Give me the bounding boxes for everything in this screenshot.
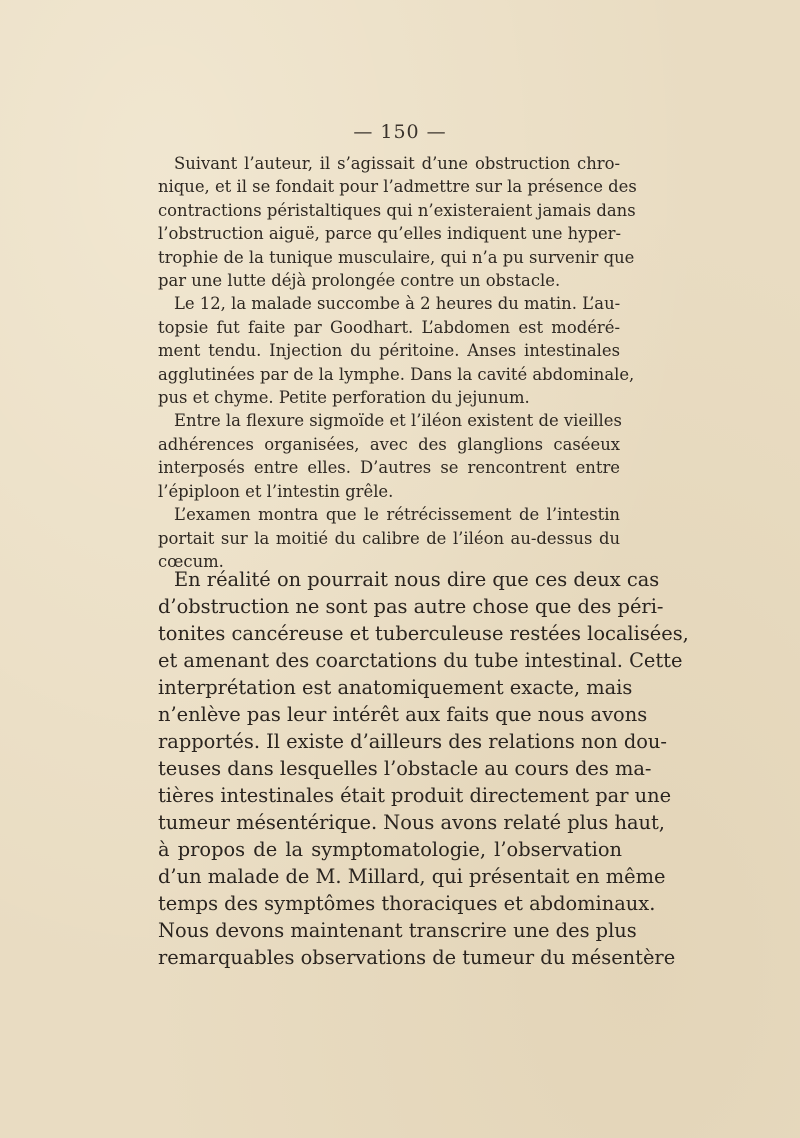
main-text bbox=[158, 566, 689, 971]
text-line: d’un malade de M. Millard, qui présentait en même bbox=[158, 865, 666, 888]
paragraph bbox=[158, 503, 620, 573]
text-line: En réalité on pourrait nous dire que ces deux cas bbox=[174, 568, 660, 591]
text-line: contractions péristaltiques qui n’existeraient jamais dans bbox=[158, 200, 636, 220]
text-line: l’épiploon et l’intestin grêle. bbox=[158, 481, 394, 501]
text-line: Nous devons maintenant transcrire une des plus bbox=[158, 919, 637, 942]
text-line: tonites cancéreuse et tuberculeuse restées localisées, bbox=[158, 622, 689, 645]
text-line: par une lutte déjà prolongée contre un obstacle. bbox=[158, 271, 561, 291]
text-line: agglutinées par de la lymphe. Dans la cavité abdominale, bbox=[158, 364, 635, 384]
text-line: adhérences organisées, avec des glanglions caséeux bbox=[158, 434, 620, 454]
text-line: n’enlève pas leur intérêt aux faits que nous avons bbox=[158, 703, 648, 726]
text-line: cœcum. bbox=[158, 551, 224, 571]
text-line: trophie de la tunique musculaire, qui n’a pu survenir que bbox=[158, 247, 635, 267]
paragraph bbox=[158, 152, 637, 292]
text-line: temps des symptômes thoraciques et abdominaux. bbox=[158, 892, 656, 915]
text-line: tières intestinales était produit directement par une bbox=[158, 784, 672, 807]
page-number: — 150 — bbox=[353, 121, 447, 143]
text-line: à propos de la symptomatologie, l’observation bbox=[158, 838, 622, 861]
text-line: remarquables observations de tumeur du mésentère bbox=[158, 946, 676, 969]
text-line: portait sur la moitié du calibre de l’iléon au-dessus du bbox=[158, 528, 620, 548]
text-line: interposés entre elles. D’autres se rencontrent entre bbox=[158, 458, 620, 478]
text-line: ment tendu. Injection du péritoine. Anses intestinales bbox=[158, 341, 620, 361]
text-line: Entre la flexure sigmoïde et l’iléon existent de vieilles bbox=[174, 411, 622, 431]
text-line: Suivant l’auteur, il s’agissait d’une obstruction chro- bbox=[174, 154, 620, 173]
text-line: et amenant des coarctations du tube intestinal. Cette bbox=[158, 649, 683, 672]
text-line: L’examen montra que le rétrécissement de l’intestin bbox=[174, 505, 620, 525]
case-report-text bbox=[158, 152, 637, 573]
text-line: Le 12, la malade succombe à 2 heures du matin. L’au- bbox=[174, 294, 621, 314]
text-line: teuses dans lesquelles l’obstacle au cours des ma- bbox=[158, 757, 652, 780]
text-line: rapportés. Il existe d’ailleurs des relations non dou- bbox=[158, 730, 667, 753]
paragraph bbox=[158, 566, 689, 971]
text-line: interprétation est anatomiquement exacte, mais bbox=[158, 676, 633, 699]
text-line: pus et chyme. Petite perforation du jejunum. bbox=[158, 388, 530, 408]
text-line: nique, et il se fondait pour l’admettre sur la présence des bbox=[158, 177, 637, 197]
paragraph bbox=[158, 292, 635, 409]
text-line: d’obstruction ne sont pas autre chose que des péri- bbox=[158, 595, 664, 618]
paragraph bbox=[158, 409, 620, 503]
text-line: topsie fut faite par Goodhart. L’abdomen est modéré- bbox=[158, 317, 620, 337]
text-line: tumeur mésentérique. Nous avons relaté plus haut, bbox=[158, 811, 665, 834]
text-line: l’obstruction aiguë, parce qu’elles indiquent une hyper- bbox=[158, 224, 622, 244]
